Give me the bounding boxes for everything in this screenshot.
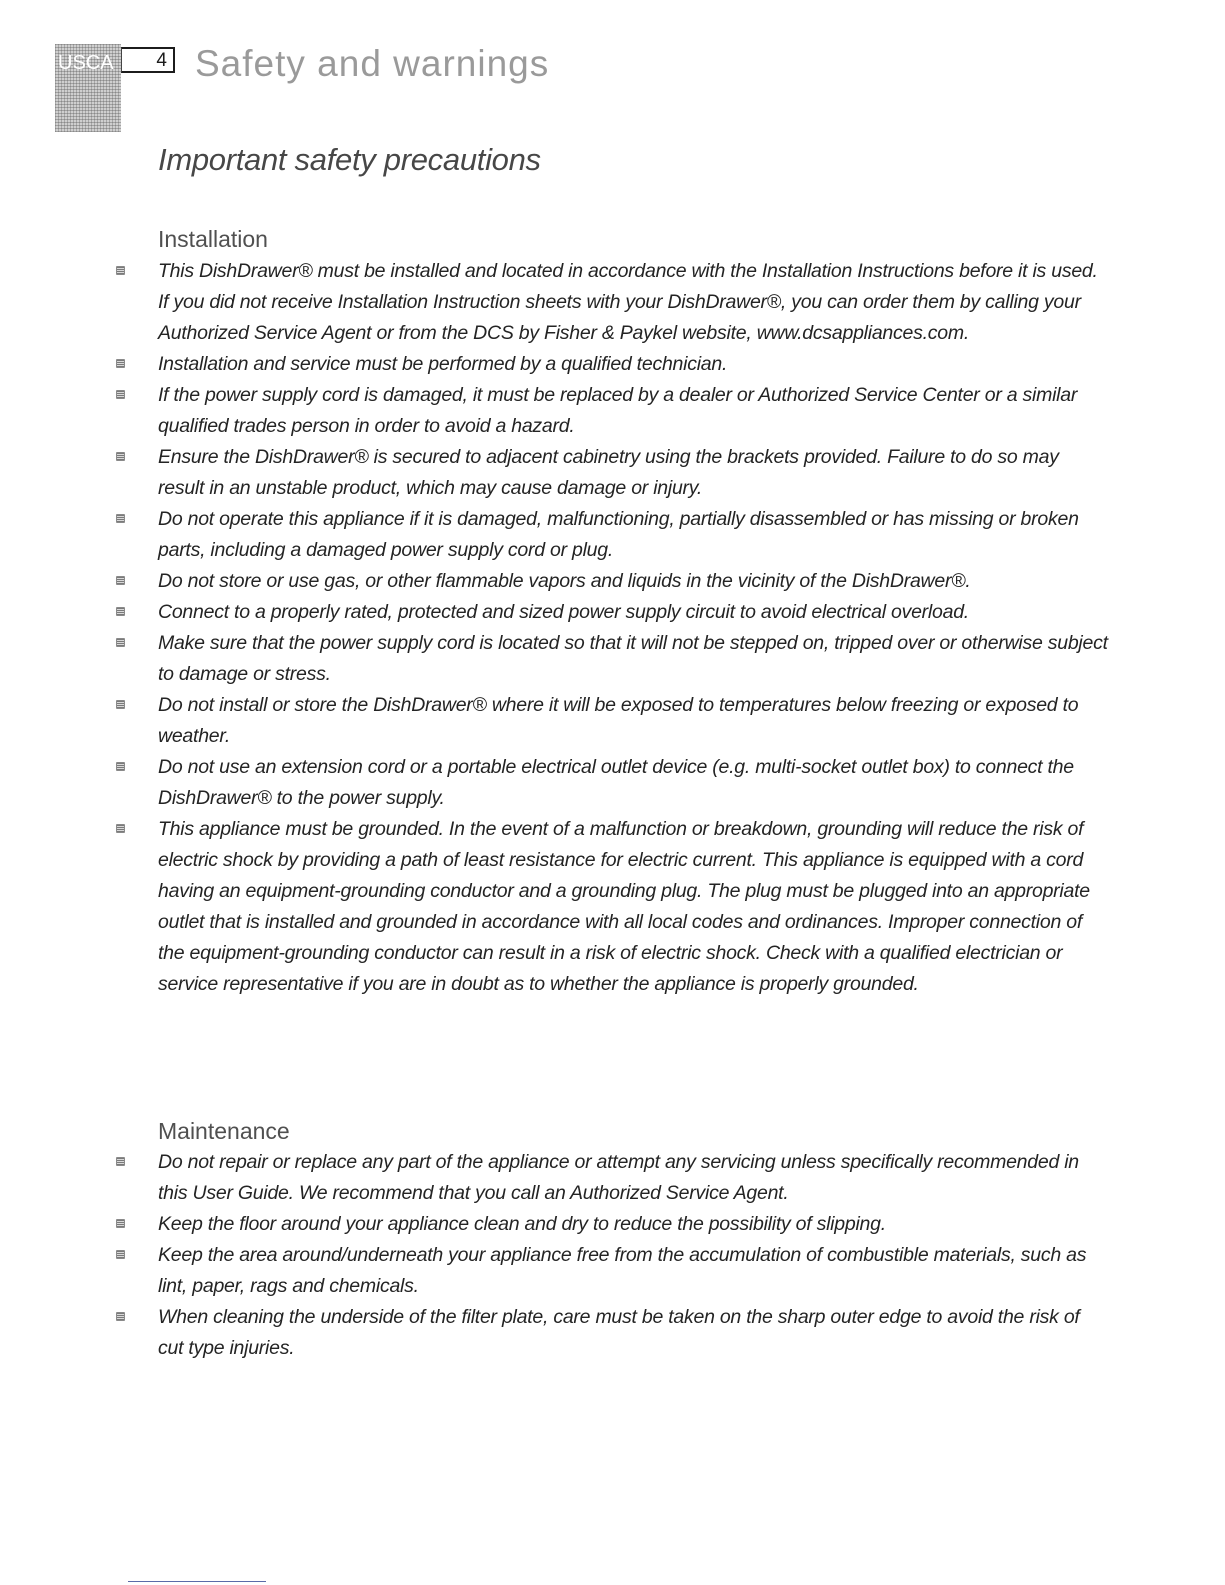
page-heading: Important safety precautions — [158, 142, 541, 177]
bullet-icon — [116, 1157, 125, 1166]
bullet-icon — [116, 266, 125, 275]
list-item-text: If the power supply cord is damaged, it must be replaced by a dealer or Authorized Service Center or a similar qualified trades person in order to avoid a hazard. — [158, 384, 1078, 437]
bullet-icon — [116, 359, 125, 368]
bullet-icon — [116, 514, 125, 523]
region-label: USCA — [58, 52, 114, 74]
list-item — [108, 380, 1108, 442]
bullet-icon — [116, 824, 125, 833]
list-item-text: Make sure that the power supply cord is located so that it will not be stepped on, tripped over or otherwise subject to damage or stress. — [158, 632, 1108, 685]
list-item-text: Keep the floor around your appliance clean and dry to reduce the possibility of slipping. — [158, 1213, 886, 1235]
list-item-text: Connect to a properly rated, protected and sized power supply circuit to avoid electrical overload. — [158, 601, 969, 623]
list-item-text: Do not repair or replace any part of the appliance or attempt any servicing unless specifically recommended in this User Guide. We recommend that you call an Authorized Service Agent. — [158, 1151, 1079, 1204]
installation-list — [108, 256, 1108, 1000]
list-item — [108, 504, 1108, 566]
list-item — [108, 628, 1108, 690]
list-item — [108, 256, 1108, 349]
list-item — [108, 814, 1108, 1000]
maintenance-list — [108, 1147, 1108, 1364]
list-item-text: Ensure the DishDrawer® is secured to adjacent cabinetry using the brackets provided. Failure to do so may result in an unstable product, which may cause damage or injury. — [158, 446, 1059, 499]
list-item — [108, 1302, 1108, 1364]
bullet-icon — [116, 638, 125, 647]
list-item — [108, 1209, 1108, 1240]
list-item-text: This appliance must be grounded. In the event of a malfunction or breakdown, grounding will reduce the risk of electric shock by providing a path of least resistance for electric current. This appliance is equipped with a cord having an equipment-grounding conductor and a grounding plug. The plug must be plugged into an appropriate outlet that is installed and grounded in accordance with all local codes and ordinances. Improper connection of the equipment-grounding conductor can result in a risk of electric shock. Check with a qualified electrician or service representative if you are in doubt as to whether the appliance is properly grounded. — [158, 818, 1090, 995]
maintenance-heading: Maintenance — [158, 1118, 290, 1144]
page-number: 4 — [156, 50, 167, 71]
list-item — [108, 442, 1108, 504]
list-item — [108, 690, 1108, 752]
list-item-text: Do not use an extension cord or a portable electrical outlet device (e.g. multi-socket outlet box) to connect the DishDrawer® to the power supply. — [158, 756, 1074, 809]
list-item-text: Installation and service must be performed by a qualified technician. — [158, 353, 728, 375]
section-title: Safety and warnings — [195, 43, 550, 84]
bullet-icon — [116, 1250, 125, 1259]
list-item-text: When cleaning the underside of the filter plate, care must be taken on the sharp outer edge to avoid the risk of cut type injuries. — [158, 1306, 1080, 1359]
list-item — [108, 1147, 1108, 1209]
bullet-icon — [116, 390, 125, 399]
list-item — [108, 566, 1108, 597]
bullet-icon — [116, 452, 125, 461]
bullet-icon — [116, 607, 125, 616]
list-item-text: Do not operate this appliance if it is damaged, malfunctioning, partially disassembled or has missing or broken parts, including a damaged power supply cord or plug. — [158, 508, 1079, 561]
bottom-rule — [128, 1581, 266, 1582]
bullet-icon — [116, 762, 125, 771]
bullet-icon — [116, 1219, 125, 1228]
list-item — [108, 1240, 1108, 1302]
list-item — [108, 349, 1108, 380]
bullet-icon — [116, 700, 125, 709]
list-item-text: This DishDrawer® must be installed and located in accordance with the Installation Instructions before it is used. If you did not receive Installation Instruction sheets with your DishDrawer®, you can order them by calling your Authorized Service Agent or from the DCS by Fisher & Paykel website, www.dcsappliances.com. — [158, 260, 1098, 344]
list-item — [108, 752, 1108, 814]
installation-heading: Installation — [158, 226, 268, 252]
page-number-box — [121, 47, 175, 73]
list-item — [108, 597, 1108, 628]
list-item-text: Do not store or use gas, or other flammable vapors and liquids in the vicinity of the DishDrawer®. — [158, 570, 971, 592]
bullet-icon — [116, 1312, 125, 1321]
list-item-text: Keep the area around/underneath your appliance free from the accumulation of combustible materials, such as lint, paper, rags and chemicals. — [158, 1244, 1087, 1297]
bullet-icon — [116, 576, 125, 585]
list-item-text: Do not install or store the DishDrawer® where it will be exposed to temperatures below freezing or exposed to weather. — [158, 694, 1079, 747]
